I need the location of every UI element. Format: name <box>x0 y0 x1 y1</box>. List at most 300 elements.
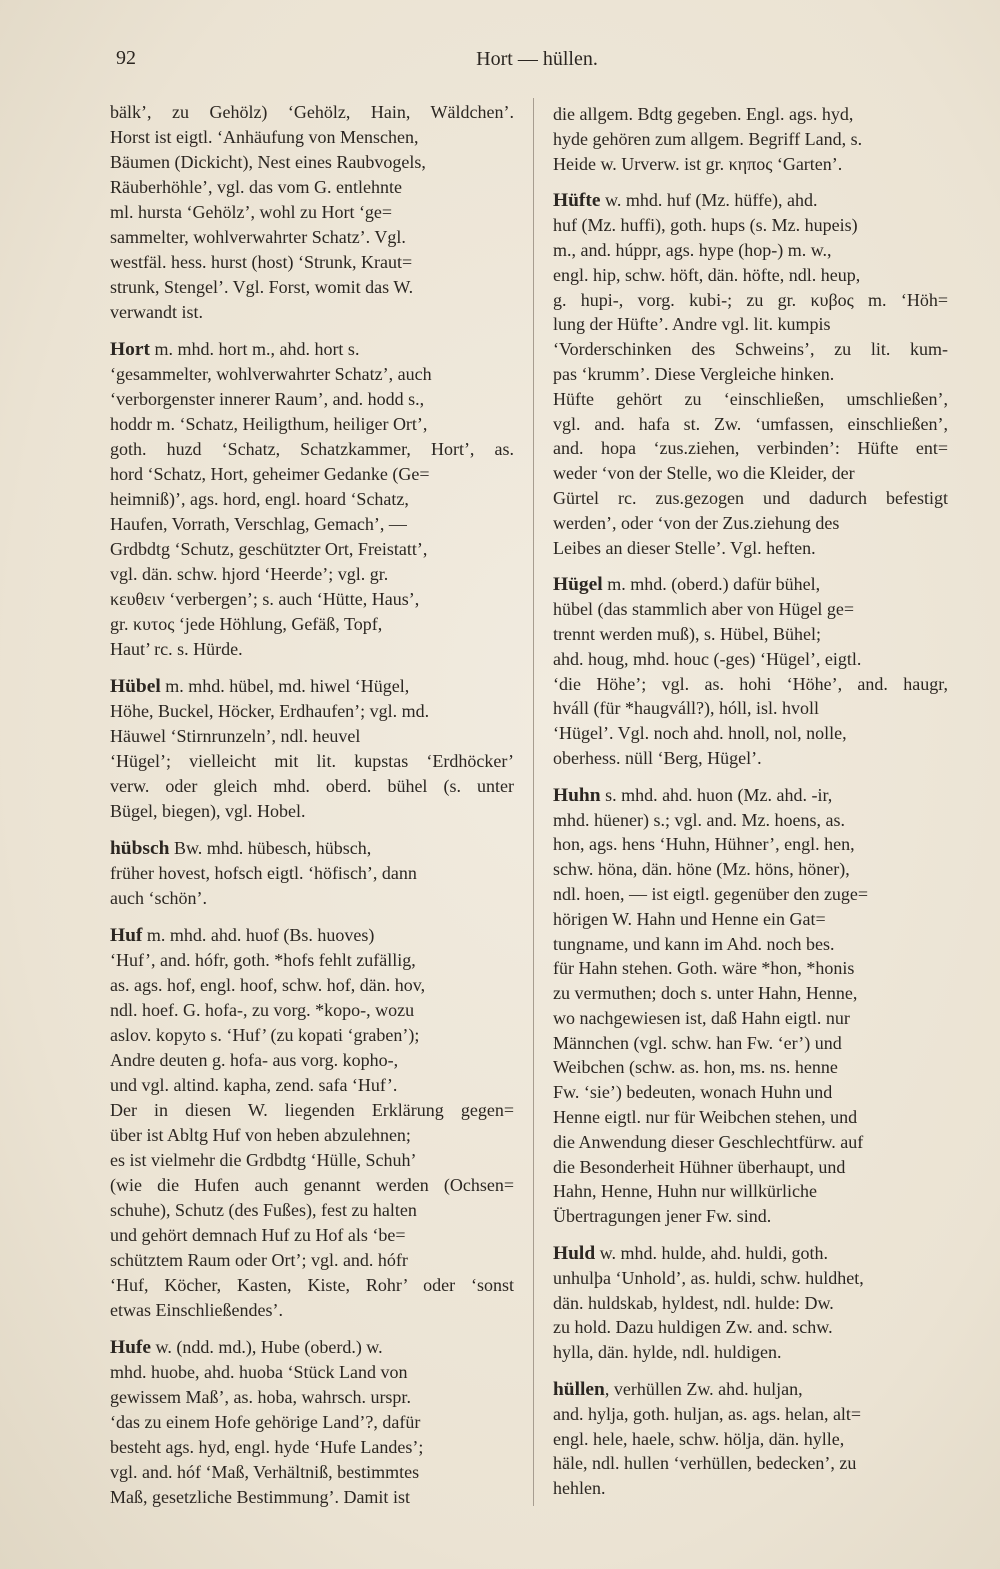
line-text: hylla, dän. hylde, ndl. huldigen. <box>553 1342 782 1363</box>
line-text: schw. höna, dän. höne (Mz. höns, höner), <box>553 859 850 880</box>
line-content <box>110 462 430 487</box>
headword: Huhn <box>553 784 601 806</box>
line-text: tungname, und kann im Ahd. noch bes. <box>553 933 835 954</box>
line-text: Horst ist eigtl. ‘Anhäufung von Menschen, <box>110 127 419 147</box>
running-title: Hort — hüllen. <box>476 48 598 70</box>
text-line <box>553 721 948 746</box>
line-text: Maß, gesetzliche Bestimmung’. Damit ist <box>110 1487 410 1507</box>
dictionary-entry <box>553 572 948 770</box>
text-line <box>553 1427 948 1452</box>
line-text: pas ‘krumm’. Diese Vergleiche hinken. <box>553 363 835 384</box>
line-content <box>553 536 816 561</box>
text-line <box>110 637 514 662</box>
line-text: werden’, oder ‘von der Zus.ziehung des <box>553 512 840 533</box>
line-text: besteht ags. hyd, engl. hyde ‘Hufe Landes’; <box>110 1437 424 1457</box>
line-content <box>553 263 860 288</box>
line-text: Höhe, Buckel, Höcker, Erdhaufen’; vgl. md. <box>110 701 430 721</box>
text-line <box>110 1198 514 1223</box>
line-text: für Hahn stehen. Goth. wäre *hon, *honis <box>553 958 855 979</box>
line-content <box>110 487 409 512</box>
text-line <box>110 200 514 225</box>
line-text: huf (Mz. huffi), goth. hups (s. Mz. hupeis) <box>553 215 858 236</box>
text-line <box>110 1048 514 1073</box>
line-content <box>553 882 868 907</box>
text-line <box>110 462 514 487</box>
line-content <box>110 1123 411 1148</box>
line-text: hord ‘Schatz, Hort, geheimer Gedanke (Ge= <box>110 464 430 484</box>
text-line <box>110 1485 514 1510</box>
line-content <box>110 225 406 250</box>
line-text: Hüfte gehört zu ‘einschließen, umschließen’, <box>553 388 948 409</box>
line-text: ‘Huf, Köcher, Kasten, Kiste, Rohr’ oder ‘sonst <box>110 1275 514 1295</box>
text-line <box>553 1402 948 1427</box>
line-content <box>110 200 392 225</box>
text-line <box>553 696 948 721</box>
text-line <box>553 127 948 152</box>
line-text: sammelter, wohlverwahrter Schatz’. Vgl. <box>110 227 406 247</box>
dictionary-entry <box>110 100 514 325</box>
line-content <box>553 932 834 957</box>
line-content <box>110 300 203 325</box>
line-text: unhulþa ‘Unhold’, as. huldi, schw. huldhet, <box>553 1267 864 1288</box>
line-text: ‘gesammelter, wohlverwahrter Schatz’, auch <box>110 364 432 384</box>
line-content <box>553 188 817 214</box>
line-content <box>553 672 948 697</box>
text-line <box>553 622 948 647</box>
text-line <box>553 461 948 486</box>
line-content <box>110 886 207 911</box>
line-content <box>110 100 514 125</box>
line-text: früher hovest, hofsch eigtl. ‘höfisch’, dann <box>110 863 417 883</box>
text-line <box>553 152 948 177</box>
line-content <box>110 387 424 412</box>
text-line <box>553 857 948 882</box>
line-content <box>110 1023 419 1048</box>
line-text: die Besonderheit Hühner überhaupt, und <box>553 1156 846 1177</box>
line-content <box>110 948 416 973</box>
line-text: mhd. hüener) s.; vgl. and. Mz. hoens, as. <box>553 809 845 830</box>
line-text: ahd. houg, mhd. houc (-ges) ‘Hügel’, eigtl. <box>553 648 862 669</box>
line-content <box>110 412 427 437</box>
line-text: über ist Abltg Huf von heben abzulehnen; <box>110 1125 411 1145</box>
line-content <box>110 437 514 462</box>
line-text: Hahn, Henne, Huhn nur willkürliche <box>553 1181 817 1202</box>
text-line <box>553 746 948 771</box>
line-content <box>553 213 858 238</box>
line-content <box>110 674 409 699</box>
text-line <box>110 749 514 774</box>
text-line <box>553 1031 948 1056</box>
text-line <box>110 1298 514 1323</box>
line-content <box>553 1080 832 1105</box>
line-text: ndl. hoef. G. hofa-, zu vorg. *kopo-, wozu <box>110 1000 415 1020</box>
text-line <box>553 1130 948 1155</box>
line-text: die Anwendung dieser Geschlechtfürw. auf <box>553 1131 864 1152</box>
line-content <box>110 537 427 562</box>
line-content <box>110 587 419 612</box>
line-text: und gehört demnach Huf zu Hof als ‘be= <box>110 1225 406 1245</box>
text-line <box>110 512 514 537</box>
line-text: engl. hele, haele, schw. hölja, dän. hylle, <box>553 1428 845 1449</box>
dictionary-entry <box>553 1241 948 1365</box>
line-text: vgl. dän. schw. hjord ‘Heerde’; vgl. gr. <box>110 564 389 584</box>
line-content <box>110 1435 423 1460</box>
dictionary-entry <box>110 836 514 911</box>
headword: Huld <box>553 1243 596 1265</box>
text-line <box>110 487 514 512</box>
line-content <box>553 1031 842 1056</box>
line-text: m. mhd. hort m., ahd. hort s. <box>154 339 360 359</box>
text-line <box>110 225 514 250</box>
line-content <box>553 1105 857 1130</box>
line-content <box>553 1427 844 1452</box>
text-line <box>110 886 514 911</box>
text-line <box>553 387 948 412</box>
line-content <box>110 1223 406 1248</box>
line-content <box>553 1204 771 1229</box>
line-content <box>553 288 948 313</box>
text-line <box>110 537 514 562</box>
line-content <box>110 1148 416 1173</box>
line-content <box>110 699 429 724</box>
line-content <box>110 562 388 587</box>
line-content <box>553 1266 864 1291</box>
line-text: m. mhd. (oberd.) dafür bühel, <box>607 574 821 595</box>
line-content <box>553 1451 856 1476</box>
line-text: schütztem Raum oder Ort’; vgl. and. hófr <box>110 1250 408 1270</box>
line-content <box>110 774 514 799</box>
text-line <box>110 175 514 200</box>
text-line <box>553 1315 948 1340</box>
text-line <box>553 1451 948 1476</box>
text-line <box>110 1223 514 1248</box>
headword: Hügel <box>553 574 603 596</box>
line-text: engl. hip, schw. höft, dän. höfte, ndl. heup, <box>553 264 861 285</box>
line-text: gewissem Maß’, as. hoba, wahrsch. urspr. <box>110 1387 411 1407</box>
line-text: schuhe), Schutz (des Fußes), fest zu halten <box>110 1200 417 1220</box>
line-text: häle, ndl. hullen ‘verhüllen, bedecken’, zu <box>553 1453 857 1474</box>
line-text: Bäumen (Dickicht), Nest eines Raubvogels, <box>110 152 426 172</box>
line-content <box>110 799 305 824</box>
line-content <box>110 1248 408 1273</box>
text-line <box>110 724 514 749</box>
line-text: κευθειν ‘verbergen’; s. auch ‘Hütte, Haus’, <box>110 589 420 609</box>
line-content <box>110 1048 398 1073</box>
text-line <box>553 102 948 127</box>
line-content <box>553 387 948 412</box>
headword: hüllen <box>553 1379 605 1401</box>
line-text: oberhess. nüll ‘Berg, Hügel’. <box>553 747 762 768</box>
headword: hübsch <box>110 838 170 859</box>
text-line <box>110 1148 514 1173</box>
line-text: hoddr m. ‘Schatz, Heiligthum, heiliger Ort’, <box>110 414 428 434</box>
dictionary-entry <box>110 337 514 662</box>
line-content <box>553 511 839 536</box>
line-text: s. mhd. ahd. huon (Mz. ahd. -ir, <box>605 784 833 805</box>
text-line <box>553 486 948 511</box>
line-text: and. hylja, goth. huljan, as. ags. helan, alt= <box>553 1403 862 1424</box>
text-line <box>110 1335 514 1360</box>
text-line <box>553 882 948 907</box>
text-line <box>110 337 514 362</box>
line-content <box>553 461 855 486</box>
line-content <box>553 1340 781 1365</box>
text-line <box>553 238 948 263</box>
line-text: hörigen W. Hahn und Henne ein Gat= <box>553 908 826 929</box>
text-line <box>110 100 514 125</box>
dictionary-entry <box>110 674 514 824</box>
line-content <box>553 436 948 461</box>
line-content <box>110 724 360 749</box>
line-text: aslov. kopyto s. ‘Huf’ (zu kopati ‘graben’); <box>110 1025 420 1045</box>
page-number: 92 <box>116 47 136 69</box>
text-line <box>110 300 514 325</box>
line-content <box>110 973 425 998</box>
text-line <box>553 1476 948 1501</box>
text-line <box>110 1023 514 1048</box>
text-line <box>553 1080 948 1105</box>
line-content <box>553 312 830 337</box>
dictionary-entry <box>553 1377 948 1501</box>
line-text: Andre deuten g. hofa- aus vorg. kopho-, <box>110 1050 399 1070</box>
text-line <box>110 1385 514 1410</box>
text-line <box>553 188 948 213</box>
text-line <box>110 1173 514 1198</box>
line-content <box>110 512 407 537</box>
line-text: verwandt ist. <box>110 302 203 322</box>
line-text: Räuberhöhle’, vgl. das vom G. entlehnte <box>110 177 402 197</box>
text-line <box>553 672 948 697</box>
headword: Hufe <box>110 1337 152 1358</box>
dictionary-entry <box>553 102 948 176</box>
line-text: m. mhd. hübel, md. hiwel ‘Hügel, <box>165 676 410 696</box>
line-content <box>110 1460 419 1485</box>
text-line <box>553 1340 948 1365</box>
line-text: ‘Huf’, and. hófr, goth. *hofs fehlt zufällig, <box>110 950 416 970</box>
line-text: Haut’ rc. s. Hürde. <box>110 639 243 659</box>
text-line <box>110 587 514 612</box>
line-content <box>110 175 402 200</box>
line-content <box>110 1198 417 1223</box>
line-text: zu hold. Dazu huldigen Zw. and. schw. <box>553 1317 833 1338</box>
line-text: dän. huldskab, hyldest, ndl. hulde: Dw. <box>553 1292 834 1313</box>
line-text: and. hopa ‘zus.ziehen, verbinden’: Hüfte ent= <box>553 438 948 459</box>
line-content <box>110 337 359 362</box>
line-text: Männchen (vgl. schw. han Fw. ‘er’) und <box>553 1032 842 1053</box>
headword: Hübel <box>110 676 161 697</box>
line-content <box>110 150 426 175</box>
line-text: w. mhd. huf (Mz. hüffe), ahd. <box>605 190 818 211</box>
text-line <box>553 1179 948 1204</box>
text-line <box>553 1241 948 1266</box>
line-text: hváll (für *haugváll?), hóll, isl. hvoll <box>553 698 819 719</box>
line-text: lung der Hüfte’. Andre vgl. lit. kumpis <box>553 314 831 335</box>
line-content <box>553 572 820 598</box>
text-line <box>553 1377 948 1402</box>
line-text: ndl. hoen, — ist eigtl. gegenüber den zuge= <box>553 883 869 904</box>
line-text: weder ‘von der Stelle, wo die Kleider, der <box>553 463 855 484</box>
line-content <box>110 1410 420 1435</box>
text-line <box>110 973 514 998</box>
line-content <box>553 238 832 263</box>
text-line <box>110 412 514 437</box>
line-text: bälk’, zu Gehölz) ‘Gehölz, Hain, Wäldchen’. <box>110 102 514 122</box>
line-content <box>110 923 374 948</box>
line-text: hübel (das stammlich aber von Hügel ge= <box>553 599 855 620</box>
line-content <box>110 1335 383 1360</box>
text-line <box>553 213 948 238</box>
line-content <box>553 907 826 932</box>
text-line <box>110 362 514 387</box>
line-text: ‘das zu einem Hofe gehörige Land’?, dafür <box>110 1412 421 1432</box>
headword: Hort <box>110 339 150 360</box>
text-line <box>553 1266 948 1291</box>
text-line <box>553 511 948 536</box>
line-content <box>110 1485 410 1510</box>
dictionary-entry <box>553 188 948 560</box>
line-content <box>553 102 853 127</box>
line-content <box>553 1179 817 1204</box>
line-text: etwas Einschließendes’. <box>110 1300 283 1320</box>
line-text: as. ags. hof, engl. hoof, schw. hof, dän. hov, <box>110 975 426 995</box>
line-text: w. mhd. hulde, ahd. huldi, goth. <box>599 1243 828 1264</box>
line-text: Gürtel rc. zus.gezogen und dadurch befestigt <box>553 487 948 508</box>
dictionary-entry <box>553 783 948 1229</box>
line-content <box>110 1273 514 1298</box>
text-line <box>110 437 514 462</box>
dictionary-entry <box>110 923 514 1323</box>
line-content <box>553 1291 834 1316</box>
line-text: Übertragungen jener Fw. sind. <box>553 1206 772 1227</box>
line-text: wo nachgewiesen ist, daß Hahn eigtl. nur <box>553 1007 850 1028</box>
line-text: vgl. and. hafa st. Zw. ‘umfassen, einschließen’, <box>553 413 948 434</box>
line-text: ml. hursta ‘Gehölz’, wohl zu Hort ‘ge= <box>110 202 393 222</box>
text-line <box>553 981 948 1006</box>
text-line <box>553 647 948 672</box>
text-line <box>553 808 948 833</box>
line-text: Haufen, Vorrath, Verschlag, Gemach’, — <box>110 514 407 534</box>
line-content <box>553 1130 863 1155</box>
text-line <box>110 861 514 886</box>
text-line <box>110 836 514 861</box>
line-text: Der in diesen W. liegenden Erklärung gegen= <box>110 1100 514 1120</box>
line-content <box>553 152 842 177</box>
text-line <box>110 948 514 973</box>
line-text: westfäl. hess. hurst (host) ‘Strunk, Kraut= <box>110 252 413 272</box>
line-text: Leibes an dieser Stelle’. Vgl. heften. <box>553 537 816 558</box>
text-line <box>110 150 514 175</box>
line-text: Grdbdtg ‘Schutz, geschützter Ort, Freistatt’, <box>110 539 428 559</box>
line-text: verw. oder gleich mhd. oberd. bühel (s. unter <box>110 776 514 796</box>
text-line <box>553 337 948 362</box>
line-text: ‘Hügel’. Vgl. noch ahd. hnoll, nol, nolle, <box>553 723 847 744</box>
line-content <box>553 808 845 833</box>
line-text: gr. κυτος ‘jede Höhlung, Gefäß, Topf, <box>110 614 383 634</box>
line-content <box>110 637 243 662</box>
text-line <box>553 1105 948 1130</box>
text-line <box>553 832 948 857</box>
left-column <box>110 100 514 1510</box>
line-text: m. mhd. ahd. huof (Bs. huoves) <box>146 925 375 945</box>
line-content <box>553 1241 828 1267</box>
line-text: (wie die Hufen auch genannt werden (Ochsen= <box>110 1175 514 1195</box>
line-content <box>110 275 413 300</box>
text-line <box>553 412 948 437</box>
line-content <box>110 861 417 886</box>
line-content <box>553 981 857 1006</box>
line-text: vgl. and. hóf ‘Maß, Verhältniß, bestimmtes <box>110 1462 420 1482</box>
line-content <box>553 721 847 746</box>
text-line <box>553 536 948 561</box>
text-line <box>553 362 948 387</box>
text-line <box>110 562 514 587</box>
line-content <box>110 1173 514 1198</box>
text-line <box>110 250 514 275</box>
line-content <box>553 1055 838 1080</box>
line-content <box>110 250 412 275</box>
text-line <box>110 1360 514 1385</box>
line-content <box>553 362 834 387</box>
line-text: ‘die Höhe’; vgl. as. hohi ‘Höhe’, and. haugr, <box>553 673 948 694</box>
text-line <box>553 1055 948 1080</box>
line-text: hyde gehören zum allgem. Begriff Land, s. <box>553 128 863 149</box>
line-content <box>110 1073 397 1098</box>
line-content <box>553 337 948 362</box>
text-line <box>553 907 948 932</box>
line-content <box>553 486 948 511</box>
text-line <box>110 1435 514 1460</box>
text-line <box>553 1204 948 1229</box>
line-text: ‘verborgenster innerer Raum’, and. hodd s., <box>110 389 425 409</box>
line-text: heimniß)’, ags. hord, engl. hoard ‘Schatz, <box>110 489 409 509</box>
line-content <box>553 1006 850 1031</box>
line-content <box>110 998 414 1023</box>
line-text: auch ‘schön’. <box>110 888 207 908</box>
line-content <box>110 1298 283 1323</box>
line-content <box>553 746 762 771</box>
line-content <box>553 647 861 672</box>
line-content <box>553 696 819 721</box>
text-line <box>553 288 948 313</box>
text-line <box>553 783 948 808</box>
line-text: trennt werden muß), s. Hübel, Bühel; <box>553 623 821 644</box>
text-line <box>553 572 948 597</box>
line-text: Bügel, biegen), vgl. Hobel. <box>110 801 306 821</box>
text-line <box>553 1155 948 1180</box>
line-content <box>110 612 382 637</box>
line-content <box>553 1402 861 1427</box>
line-text: Bw. mhd. hübesch, hübsch, <box>173 838 372 858</box>
line-content <box>553 783 832 809</box>
column-divider <box>533 98 534 1506</box>
line-text: ‘Hügel’; vielleicht mit lit. kupstas ‘Erdhöcker’ <box>110 751 514 771</box>
line-content <box>553 1377 803 1403</box>
line-content <box>110 1098 514 1123</box>
line-content <box>110 362 432 387</box>
line-text: und vgl. altind. kapha, zend. safa ‘Huf’. <box>110 1075 398 1095</box>
line-content <box>553 857 850 882</box>
line-text: strunk, Stengel’. Vgl. Forst, womit das W. <box>110 277 414 297</box>
line-text: Fw. ‘sie’) bedeuten, wonach Huhn und <box>553 1082 833 1103</box>
line-content <box>553 1315 833 1340</box>
line-content <box>110 125 418 150</box>
text-line <box>110 1460 514 1485</box>
line-text: m., and. húppr, ags. hype (hop-) m. w., <box>553 239 832 260</box>
text-line <box>553 932 948 957</box>
text-line <box>553 597 948 622</box>
text-line <box>553 1006 948 1031</box>
line-text: hon, ags. hens ‘Huhn, Hühner’, engl. hen, <box>553 834 855 855</box>
